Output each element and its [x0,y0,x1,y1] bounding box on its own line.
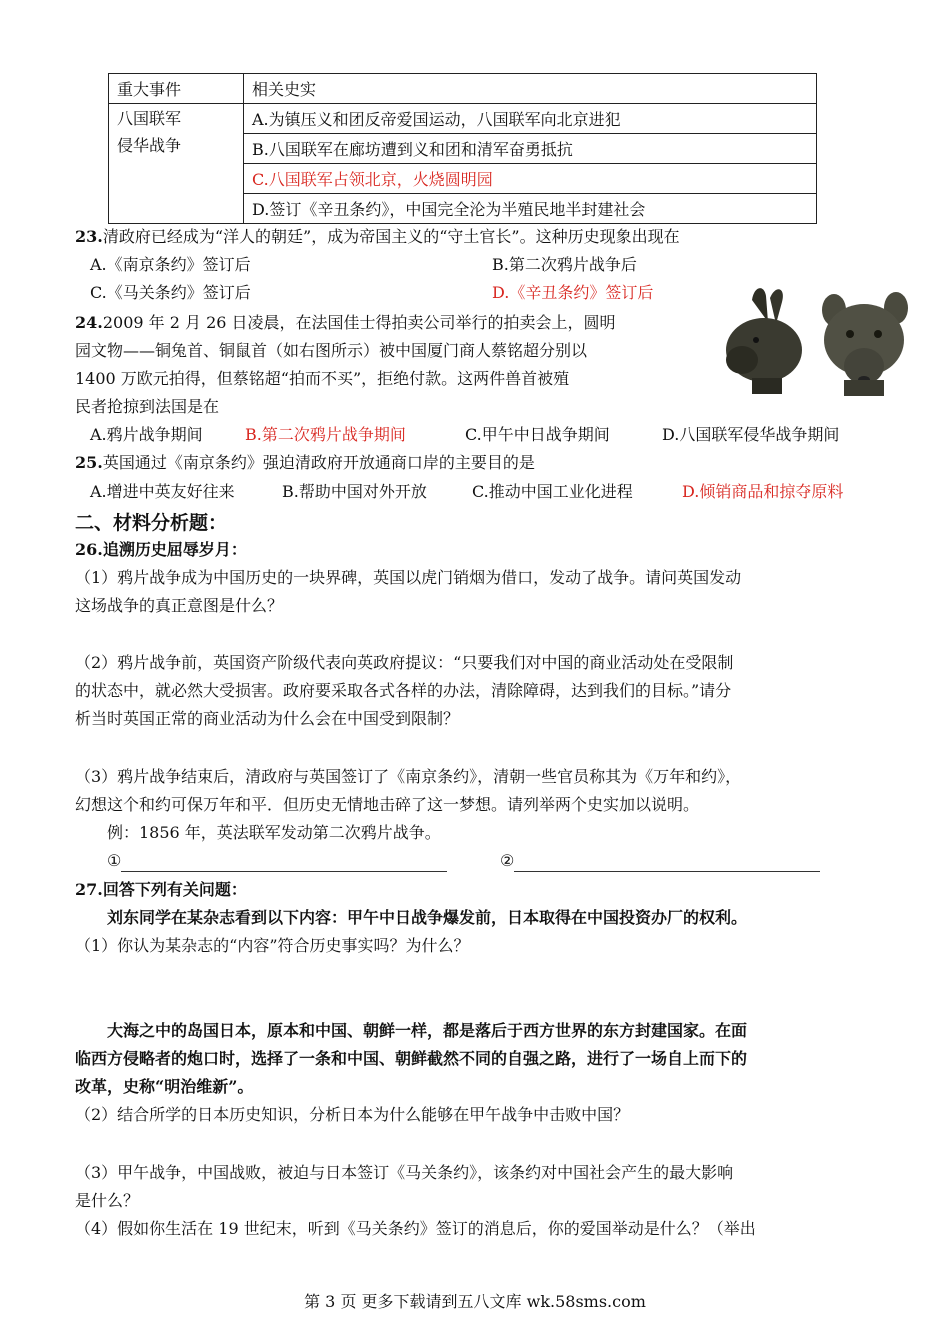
q25-option-a: A.增进中英友好往来 [90,482,235,501]
q27-material-2-line: 改革，史称“明治维新”。 [75,1077,254,1096]
blank-marker: ① [107,851,122,870]
fact-d: D.签订《辛丑条约》，中国完全沦为半殖民地半封建社会 [244,194,817,224]
q25-number: 25. [75,453,103,472]
q27-p4: （4）假如你生活在 19 世纪末，听到《马关条约》签订的消息后，你的爱国举动是什么？（举出 [75,1219,756,1238]
q25-stem [75,452,535,474]
q24-stem-line: 民者抢掠到法国是在 [75,397,220,416]
q25-option-c: C.推动中国工业化进程 [472,482,633,501]
fact-a: A.为镇压义和团反帝爱国运动，八国联军向北京进犯 [244,104,817,134]
page-footer: 第 3 页 更多下载请到五八文库 wk.58sms.com [304,1292,646,1311]
rat-head-figure [822,292,908,396]
q27-material-1: 刘东同学在某杂志看到以下内容：甲午中日战争爆发前，日本取得在中国投资办厂的权利。 [107,908,748,927]
q27-p1: （1）你认为某杂志的“内容”符合历史事实吗？为什么？ [75,936,470,955]
q24-option-a: A.鸦片战争期间 [90,425,203,444]
blank-marker: ② [500,851,515,870]
table-header-event: 重大事件 [109,74,244,104]
q26-title: 26.追溯历史屈辱岁月： [75,540,247,559]
rabbit-head-figure [726,288,802,394]
q24-text: 2009 年 2 月 26 日凌晨，在法国佳士得拍卖公司举行的拍卖会上，圆明 [102,313,616,332]
q27-material-2-line: 大海之中的岛国日本，原本和中国、朝鲜一样，都是落后于西方世界的东方封建国家。在面 [107,1021,748,1040]
q24-option-b-answer: B.第二次鸦片战争期间 [245,425,406,444]
q25-option-d-answer: D.倾销商品和掠夺原料 [682,482,844,501]
event-name-line: 八国联军 [117,109,182,128]
q24-option-c: C.甲午中日战争期间 [465,425,610,444]
event-name-cell [109,104,244,224]
q23-stem [75,226,680,248]
table-header-facts: 相关史实 [244,74,817,104]
q24-option-d: D.八国联军侵华战争期间 [662,425,840,444]
fact-b: B.八国联军在廊坊遭到义和团和清军奋勇抵抗 [244,134,817,164]
q24-stem-line: 1400 万欧元拍得，但蔡铭超“拍而不买”，拒绝付款。这两件兽首被殖 [75,369,570,388]
q24-stem-line: 园文物——铜兔首、铜鼠首（如右图所示）被中国厦门商人蔡铭超分别以 [75,341,588,360]
answer-line[interactable] [121,855,447,872]
q25-text: 英国通过《南京条约》强迫清政府开放通商口岸的主要目的是 [102,453,535,472]
q26-p1-line: （1）鸦片战争成为中国历史的一块界碑，英国以虎门销烟为借口，发动了战争。请问英国发动 [75,568,742,587]
q24-stem-line [75,312,616,334]
q26-p3-line: （3）鸦片战争结束后，清政府与英国签订了《南京条约》，清朝一些官员称其为《万年和约》， [75,767,742,786]
q27-p3-line: （3）甲午战争，中国战败，被迫与日本签订《马关条约》，该条约对中国社会产生的最大影响 [75,1163,734,1182]
q27-p2: （2）结合所学的日本历史知识，分析日本为什么能够在甲午战争中击败中国？ [75,1105,630,1124]
q26-example: 例：1856 年，英法联军发动第二次鸦片战争。 [107,823,441,842]
q26-p2-line: 析当时英国正常的商业活动为什么会在中国受到限制？ [75,709,460,728]
q25-option-b: B.帮助中国对外开放 [282,482,427,501]
table-header-row [109,74,817,104]
event-name-line: 侵华战争 [117,136,182,155]
table-row [109,104,817,134]
q26-p2-line: 的状态中，就必然大受损害。政府要采取各式各样的办法，清除障碍，达到我们的目标。”请分 [75,681,732,700]
q26-p2-line: （2）鸦片战争前，英国资产阶级代表向英政府提议：“只要我们对中国的商业活动处在受限制 [75,653,734,672]
q23-option-a: A.《南京条约》签订后 [90,255,251,274]
q27-title: 27.回答下列有关问题： [75,880,247,899]
bronze-heads-image [712,282,912,402]
q26-p1-line: 这场战争的真正意图是什么？ [75,596,284,615]
q27-material-2-line: 临西方侵略者的炮口时，选择了一条和中国、朝鲜截然不同的自强之路，进行了一场自上而下的 [75,1049,748,1068]
q26-answer-blank-1[interactable] [107,850,447,872]
answer-line[interactable] [514,855,820,872]
q23-option-b: B.第二次鸦片战争后 [492,255,637,274]
q26-answer-blank-2[interactable] [500,850,820,872]
events-table [108,73,817,224]
fact-c-answer: C.八国联军占领北京，火烧圆明园 [244,164,817,194]
q27-p3-line: 是什么？ [75,1191,140,1210]
q24-number: 24. [75,313,103,332]
rabbit-and-rat-heads-illustration [712,282,912,402]
q23-option-c: C.《马关条约》签订后 [90,283,251,302]
q23-number: 23. [75,227,103,246]
q23-option-d-answer: D.《辛丑条约》签订后 [492,283,654,302]
section-heading: 二、材料分析题： [75,512,228,534]
q26-p3-line: 幻想这个和约可保万年和平．但历史无情地击碎了这一梦想。请列举两个史实加以说明。 [75,795,700,814]
q23-text: 清政府已经成为“洋人的朝廷”，成为帝国主义的“守土官长”。这种历史现象出现在 [102,227,680,246]
